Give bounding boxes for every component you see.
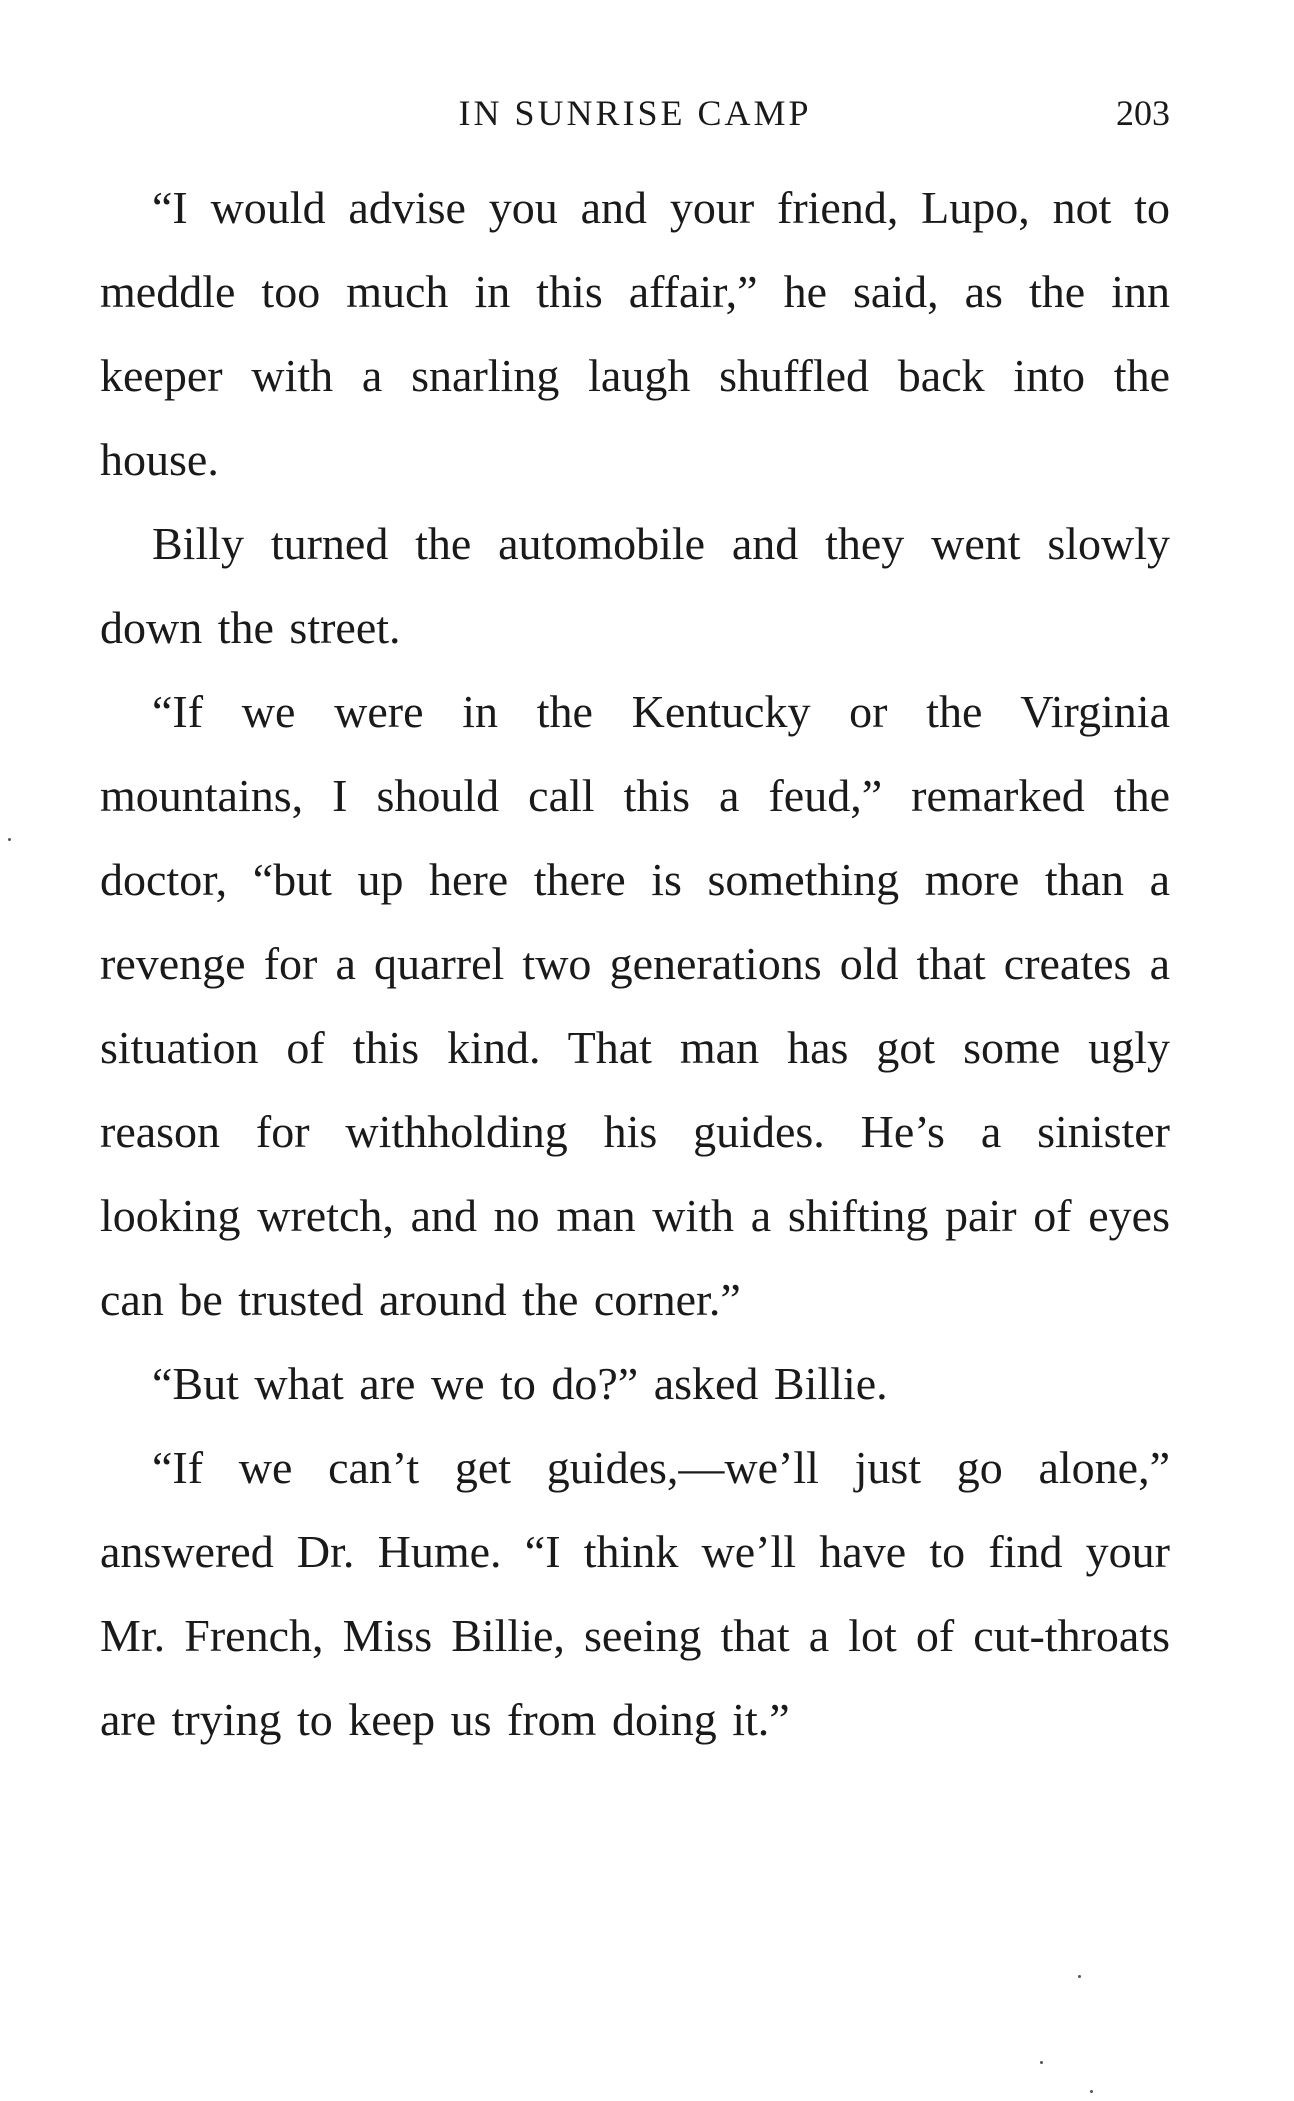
paper-speck — [1090, 2090, 1093, 2093]
running-head — [100, 88, 1170, 138]
body-text — [100, 166, 1170, 1762]
paragraph: “I would advise you and your friend, Lupo, not to meddle too much in this affair,” he said, as the inn keeper with a snarling laugh shuffled back into the house. — [100, 182, 1170, 485]
paragraph: Billy turned the automobile and they went slowly down the street. — [100, 518, 1170, 653]
running-title: IN SUNRISE CAMP — [458, 93, 812, 133]
paper-speck — [8, 838, 11, 841]
paper-speck — [1078, 1975, 1081, 1978]
paragraph: “If we were in the Kentucky or the Virginia mountains, I should call this a feud,” remarked the doctor, “but up here there is something more than a revenge for a quarrel two generations old that creates a situation of this kind. That man has got some ugly reason for withholding his guides. He’s a sinister looking wretch, and no man with a shifting pair of eyes can be trusted around the corner.” — [100, 686, 1170, 1325]
page-number: 203 — [1116, 93, 1170, 133]
paragraph: “If we can’t get guides,—we’ll just go alone,” answered Dr. Hume. “I think we’ll have to find your Mr. French, Miss Billie, seeing that a lot of cut-throats are trying to keep us from doing it.” — [100, 1442, 1170, 1745]
paragraph: “But what are we to do?” asked Billie. — [152, 1358, 888, 1409]
paper-speck — [1040, 2061, 1043, 2064]
